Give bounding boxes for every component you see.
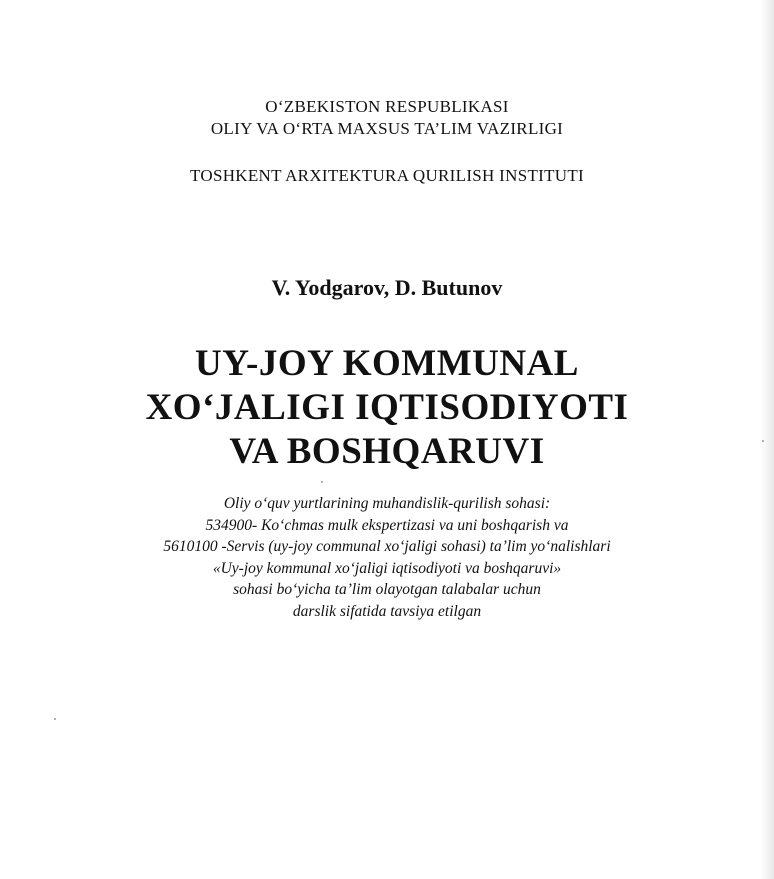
recommendation-note (0, 493, 774, 622)
title-line-3: VA BOSHQARUVI (229, 431, 545, 472)
scan-speck (54, 718, 56, 720)
subtitle-line-4: «Uy-joy kommunal xo‘jaligi iqtisodiyoti va boshqaruvi» (212, 559, 562, 577)
ministry-header (0, 96, 774, 140)
title-line-1: UY-JOY KOMMUNAL (195, 343, 579, 384)
scan-speck (321, 481, 323, 483)
subtitle-line-2: 534900- Ko‘chmas mulk ekspertizasi va uni boshqarish va (205, 516, 569, 534)
subtitle-line-1: Oliy o‘quv yurtlarining muhandislik-qurilish sohasi: (223, 495, 551, 512)
institute-name: TOSHKENT ARXITEKTURA QURILISH INSTITUTI (189, 166, 585, 185)
subtitle-line-5: sohasi bo‘yicha ta’lim olayotgan talabalar uchun (233, 581, 541, 598)
authors: V. Yodgarov, D. Butunov (271, 275, 503, 300)
scan-speck (762, 440, 764, 442)
subtitle-line-6: darslik sifatida tavsiya etilgan (292, 602, 482, 620)
subtitle-line-3: 5610100 -Servis (uy-joy communal xo‘jaligi sohasi) ta’lim yo‘nalishlari (163, 538, 611, 555)
title-line-2: XO‘JALIGI IQTISODIYOTI (145, 387, 629, 428)
header-line-republic: O‘ZBEKISTON RESPUBLIKASI (265, 97, 509, 116)
header-line-ministry: OLIY VA O‘RTA MAXSUS TA’LIM VAZIRLIGI (210, 119, 564, 138)
book-title (0, 342, 774, 474)
